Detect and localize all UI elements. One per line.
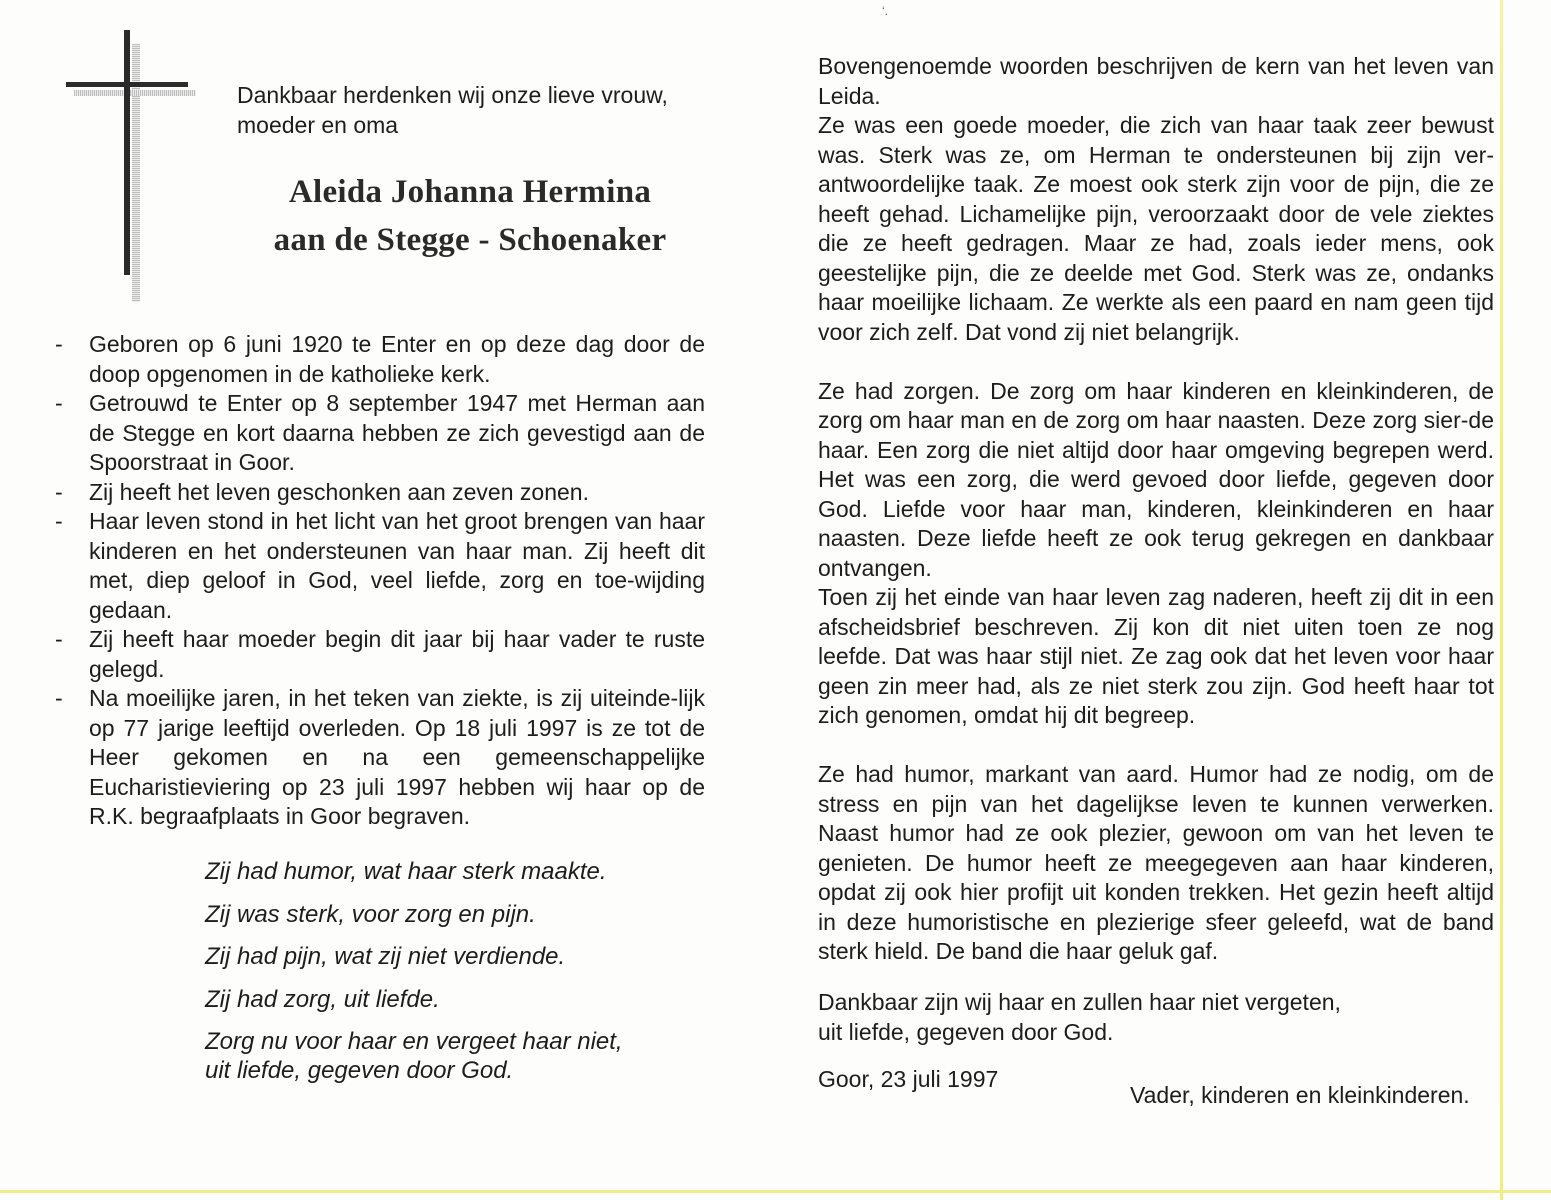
paragraph: Ze had humor, markant van aard. Humor had ze nodig, om de stress en pijn van het dagelijkse leven te kunnen verwerken. Naast humor had ze ook plezier, gewoon om van het leven te genieten. De humor heeft ze meegegeven aan haar kinderen, opdat zij ook hier profijt uit konden trekken. Het gezin heeft altijd in deze humoristische en plezierige sfeer geleefd, wat de band sterk hield. De band die haar geluk gaf.: [818, 761, 1494, 964]
place-date: Goor, 23 juli 1997: [818, 1066, 999, 1092]
closing-line-2: uit liefde, gegeven door God.: [818, 1018, 1114, 1045]
tribute-text: [818, 52, 1494, 967]
fact-text: Getrouwd te Enter op 8 september 1947 met Herman aan de Stegge en kort daarna hebben ze zich gevestigd aan de Spoorstraat in Goor.: [89, 390, 705, 475]
poem-line: uit liefde, gegeven door God.: [205, 1057, 514, 1084]
paper-edge: [1500, 0, 1503, 1200]
intro-text: [237, 80, 668, 140]
fact-text: Na moeilijke jaren, in het teken van ziekte, is zij uiteinde-lijk op 77 jarige leeftijd overleden. Op 18 juli 1997 is ze tot de Heer gekomen en na een gemeenschappelijke Eucharistieviering op 23 juli 1997 hebben wij haar op de R.K. begraafplaats in Goor begraven.: [89, 685, 705, 829]
fact-text: Zij heeft haar moeder begin dit jaar bij haar vader te ruste gelegd.: [89, 626, 705, 682]
poem-line: Zij had humor, wat haar sterk maakte.: [205, 858, 607, 885]
poem-line: Zorg nu voor haar en vergeet haar niet,: [205, 1028, 623, 1055]
deceased-name-line-2: aan de Stegge - Schoenaker: [273, 222, 667, 258]
list-item: - Zij heeft het leven geschonken aan zeven zonen.: [55, 478, 589, 505]
life-facts-list: [55, 330, 705, 832]
list-item: - Geboren op 6 juni 1920 te Enter en op deze dag door de doop opgenomen in de katholieke kerk.: [55, 331, 705, 387]
paragraph: Toen zij het einde van haar leven zag naderen, heeft zij dit in een afscheidsbrief beschreven. Zij kon dit niet uiten toen ze nog leefde. Dat was haar stijl niet. Ze zag ook dat het leven voor haar geen zin meer had, als ze niet sterk zou zijn. God heeft haar tot zich genomen, omdat hij dit begreep.: [818, 584, 1494, 728]
closing-line-1: Dankbaar zijn wij haar en zullen haar niet vergeten,: [818, 989, 1341, 1015]
paper-bottom-edge: [0, 1190, 1551, 1193]
deceased-name-line-1: Aleida Johanna Hermina: [288, 174, 652, 210]
fact-text: Geboren op 6 juni 1920 te Enter en op deze dag door de doop opgenomen in de katholieke kerk.: [89, 331, 705, 387]
intro-line-2: moeder en oma: [237, 112, 399, 138]
poem-line: Zij was sterk, voor zorg en pijn.: [205, 900, 536, 928]
list-item: - Haar leven stond in het licht van het groot brengen van haar kinderen en het ondersteunen van haar man. Zij heeft dit met, diep geloof in God, veel liefde, zorg en toe-wijding gedaan.: [55, 508, 705, 623]
list-item: - Getrouwd te Enter op 8 september 1947 met Herman aan de Stegge en kort daarna hebben ze zich gevestigd aan de Spoorstraat in Goor.: [55, 390, 705, 475]
poem-line: Zij had zorg, uit liefde.: [205, 985, 440, 1013]
list-item: - Na moeilijke jaren, in het teken van ziekte, is zij uiteinde-lijk op 77 jarige leeftijd overleden. Op 18 juli 1997 is ze tot de Heer gekomen en na een gemeenschappelijke Eucharistieviering op 23 juli 1997 hebben wij haar op de R.K. begraafplaats in Goor begraven.: [55, 685, 705, 829]
fact-text: Haar leven stond in het licht van het groot brengen van haar kinderen en het ondersteunen van haar man. Zij heeft dit met, diep geloof in God, veel liefde, zorg en toe-wijding gedaan.: [89, 508, 705, 623]
paragraph: Bovengenoemde woorden beschrijven de kern van het leven van Leida.: [818, 53, 1494, 109]
poem: [205, 857, 705, 1085]
fact-text: Zij heeft het leven geschonken aan zeven zonen.: [89, 478, 589, 505]
intro-line-1: Dankbaar herdenken wij onze lieve vrouw,: [237, 82, 668, 108]
paragraph: Ze was een goede moeder, die zich van haar taak zeer bewust was. Sterk was ze, om Herman te ondersteunen bij zijn ver-antwoordelijke taak. Ze moest ook sterk zijn voor de pijn, die ze heeft gehad. Lichamelijke pijn, veroorzaakt door de vele ziektes die ze heeft gedragen. Maar ze had, zoals ieder mens, ook geestelijke pijn, die ze deelde met God. Sterk was ze, ondanks haar moeilijke lichaam. Ze werkte als een paard en nam geen tijd voor zich zelf. Dat vond zij niet belangrijk.: [818, 112, 1494, 345]
deceased-name: [240, 168, 700, 264]
poem-line: Zij had pijn, wat zij niet verdiende.: [205, 943, 566, 970]
cross-icon: [66, 30, 201, 285]
signature: Vader, kinderen en kleinkinderen.: [1130, 1082, 1470, 1108]
ink-speck: ‘.: [882, 4, 888, 18]
list-item: - Zij heeft haar moeder begin dit jaar bij haar vader te ruste gelegd.: [55, 626, 705, 682]
closing-text: [818, 988, 1341, 1047]
paragraph: Ze had zorgen. De zorg om haar kinderen en kleinkinderen, de zorg om haar man en de zorg om haar naasten. Deze zorg sier-de haar. Een zorg die niet altijd door haar omgeving begrepen werd. Het was een zorg, die werd gevoed door liefde, gegeven door God. Liefde voor haar man, kinderen, kleinkinderen en haar naasten. Deze liefde heeft ze ook terug gekregen en dankbaar ontvangen.: [818, 377, 1494, 581]
